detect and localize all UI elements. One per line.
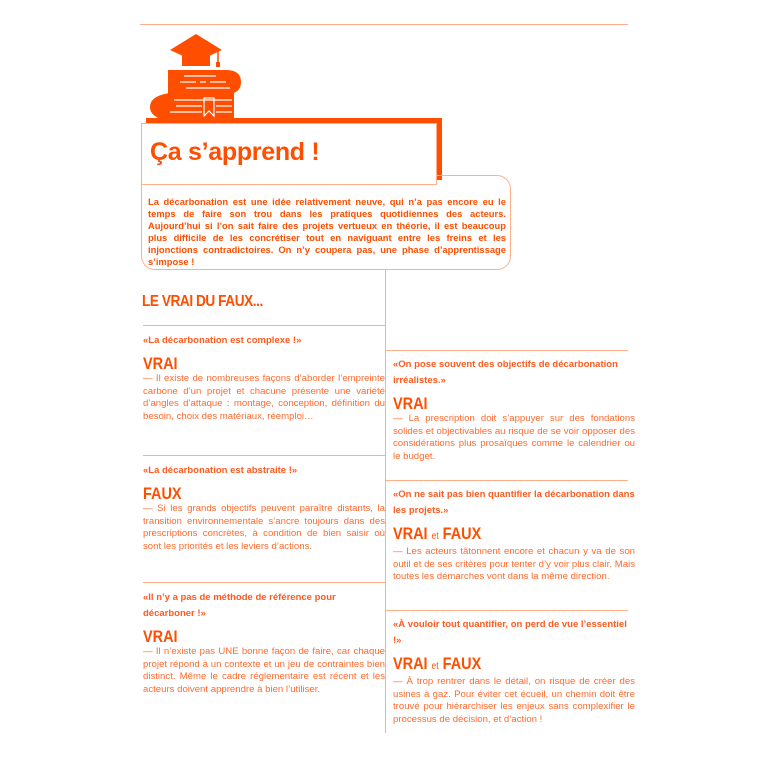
statement-item bbox=[143, 333, 385, 423]
verdict bbox=[393, 655, 599, 676]
statement-quote: «Il n’y a pas de méthode de référence pour décarboner !» bbox=[143, 592, 336, 619]
graduation-books-icon bbox=[146, 30, 246, 122]
statement-explanation: — Il n’existe pas UNE bonne façon de faire, car chaque projet répond à un contexte et un jeu de contraintes bien distinct. Même le cadre réglementaire est récent et les acteurs doivent apprendre à bien l’utiliser. bbox=[143, 646, 385, 695]
verdict-false: FAUX bbox=[442, 654, 482, 673]
verdict-false: FAUX bbox=[442, 524, 482, 543]
rule-left-2 bbox=[143, 455, 385, 456]
section-title: LE VRAI DU FAUX... bbox=[142, 293, 263, 310]
verdict: VRAI bbox=[143, 627, 178, 646]
statement-explanation: — À trop rentrer dans le détail, on risque de créer des usines à gaz. Pour éviter cet écueil, un chemin doit être trouvé pour hiérarchiser les enjeux sans complexifier le processus de décision, et d’action ! bbox=[393, 676, 635, 725]
statement-quote: «La décarbonation est complexe !» bbox=[143, 335, 302, 346]
statement-quote: «On ne sait pas bien quantifier la décarbonation dans les projets.» bbox=[393, 489, 635, 516]
rule-left-3 bbox=[143, 582, 385, 583]
column-divider bbox=[385, 270, 386, 733]
rule-right-1 bbox=[385, 350, 628, 351]
statement-explanation: — Il existe de nombreuses façons d’aborder l’empreinte carbone d’un projet et chacune présente une variété d’angles d’attaque : montage, conception, définition du besoin, choix des matériaux, réemploi… bbox=[143, 373, 385, 422]
rule-right-2 bbox=[385, 480, 628, 481]
verdict-join: et bbox=[431, 661, 439, 672]
rule-right-3 bbox=[385, 610, 628, 611]
verdict bbox=[393, 525, 599, 546]
statement-explanation: — La prescription doit s’appuyer sur des fondations solides et objectivables au risque de se voir opposer des considérations plus prosaïques comme le calendrier ou le budget. bbox=[393, 413, 635, 462]
rule-left-1 bbox=[143, 325, 385, 326]
verdict-join: et bbox=[431, 531, 439, 542]
top-rule bbox=[140, 24, 628, 25]
statement-item bbox=[143, 463, 385, 553]
statement-item bbox=[393, 487, 635, 584]
verdict-true: VRAI bbox=[393, 654, 428, 673]
intro-text: La décarbonation est une idée relativement neuve, qui n’a pas encore eu le temps de faire son trou dans les pratiques quotidiennes des acteurs. Aujourd’hui si l’on sait faire des projets vertueux en théorie, il est beaucoup plus difficile de les concrétiser tout en naviguant entre les freins et les injonctions contradictoires. On n’y coupera pas, une phase d’apprentissage s’impose ! bbox=[148, 196, 506, 267]
statement-item bbox=[143, 590, 385, 696]
statement-item bbox=[393, 357, 635, 463]
statement-explanation: — Les acteurs tâtonnent encore et chacun y va de son outil et de ses critères pour tenter d’y voir plus clair. Mais toutes les démarches vont dans la même direction. bbox=[393, 546, 635, 582]
verdict-true: VRAI bbox=[393, 524, 428, 543]
statement-quote: «La décarbonation est abstraite !» bbox=[143, 465, 298, 476]
page-title: Ça s’apprend ! bbox=[150, 138, 320, 166]
verdict: VRAI bbox=[393, 394, 428, 413]
statement-explanation: — Si les grands objectifs peuvent paraître distants, la transition environnementale s’ancre toujours dans des prescriptions concrètes, à condition de bien saisir où sont les priorités et les leviers d’actions. bbox=[143, 503, 385, 552]
verdict: FAUX bbox=[143, 484, 182, 503]
statement-item bbox=[393, 617, 635, 726]
statement-quote: «On pose souvent des objectifs de décarbonation irréalistes.» bbox=[393, 359, 618, 386]
verdict: VRAI bbox=[143, 354, 178, 373]
statement-quote: «À vouloir tout quantifier, on perd de vue l’essentiel !» bbox=[393, 619, 627, 646]
